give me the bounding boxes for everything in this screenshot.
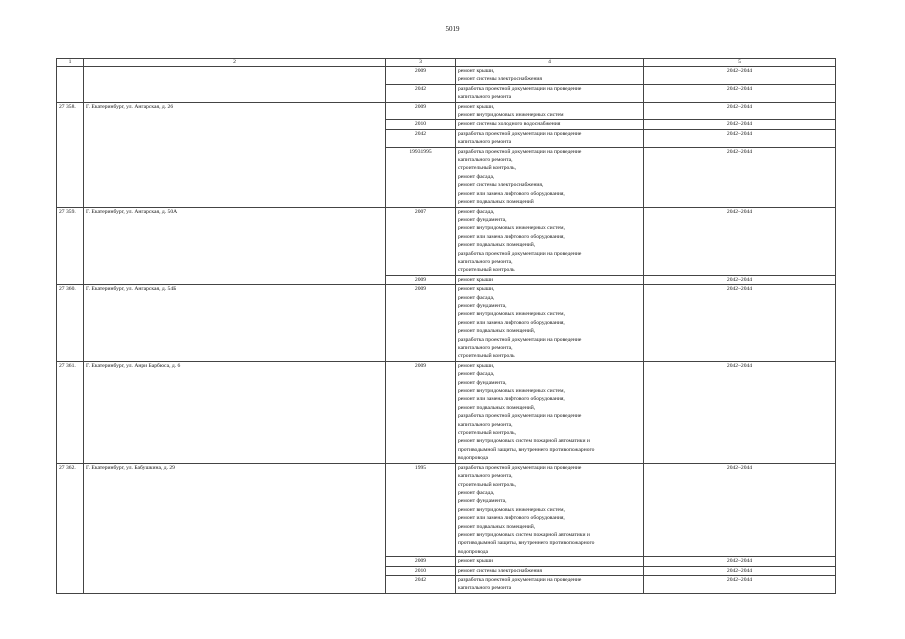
repair-work-line: капитального ремонта, — [458, 421, 513, 428]
repair-work-line: ремонт внутридомовых инженерных систем, — [458, 506, 565, 513]
repair-work-line: строительный контроль — [458, 267, 515, 274]
planned-period: 2042–2044 — [644, 557, 836, 566]
repair-work-line: ремонт подвальных помещений, — [458, 242, 536, 249]
repair-work-line: ремонт системы холодного водоснабжения — [458, 121, 561, 128]
object-number: 27 360. — [57, 285, 84, 362]
object-address: Г. Екатеринбург, ул. Ангарская, д. 54Б — [84, 285, 386, 362]
last-repair-year: 2007 — [386, 207, 456, 275]
repair-work-line: ремонт подвальных помещений, — [458, 404, 536, 411]
repair-work-line: ремонт внутридомовых инженерных систем, — [458, 311, 565, 318]
page-number: 5019 — [445, 25, 460, 33]
repair-work-line: ремонт крыши, — [458, 103, 495, 110]
repair-work-line: ремонт фасада, — [458, 173, 495, 180]
repair-work-line: ремонт крыши, — [458, 286, 495, 293]
object-number: 27 362. — [57, 463, 84, 593]
repair-work-line: разработка проектной документации на проведение — [458, 464, 582, 471]
planned-period: 2042–2044 — [644, 129, 836, 147]
repair-work-line: ремонт фасада, — [458, 371, 495, 378]
repair-works — [456, 557, 644, 566]
column-header: 2 — [84, 59, 386, 67]
repair-works — [456, 361, 644, 463]
last-repair-year: 2042 — [386, 84, 456, 102]
repair-work-line: ремонт внутридомовых инженерных систем, — [458, 388, 565, 395]
last-repair-year: 2042 — [386, 129, 456, 147]
repair-work-line: капитального ремонта, — [458, 157, 513, 164]
object-address: Г. Екатеринбург, ул. Анри Барбюса, д. 6 — [84, 361, 386, 463]
repair-works — [456, 147, 644, 207]
column-header: 4 — [456, 59, 644, 67]
repair-work-line: ремонт крыши, — [458, 68, 495, 74]
repair-work-line: строительный контроль, — [458, 430, 516, 437]
table-row — [57, 463, 836, 556]
repair-work-line: ремонт системы электроснабжения, — [458, 182, 544, 189]
repair-work-line: ремонт фасада, — [458, 489, 495, 496]
last-repair-year: 2010 — [386, 120, 456, 129]
repair-works — [456, 207, 644, 275]
repair-work-line: разработка проектной документации на проведение — [458, 130, 582, 137]
last-repair-year: 2042 — [386, 575, 456, 593]
object-address: Г. Екатеринбург, ул. Ангарская, д. 26 — [84, 102, 386, 207]
repair-work-line: разработка проектной документации на проведение — [458, 576, 582, 583]
object-number: 27 361. — [57, 361, 84, 463]
repair-work-line: ремонт или замена лифтового оборудования, — [458, 396, 565, 403]
repair-work-line: разработка проектной документации на проведение — [458, 85, 582, 92]
planned-period: 2042–2044 — [644, 361, 836, 463]
column-header: 1 — [57, 59, 84, 67]
repair-works — [456, 463, 644, 556]
repair-works — [456, 129, 644, 147]
repair-work-line: ремонт подвальных помещений, — [458, 523, 536, 530]
repair-works — [456, 275, 644, 284]
last-repair-year: 2009 — [386, 361, 456, 463]
repair-works — [456, 67, 644, 85]
column-header: 5 — [644, 59, 836, 67]
repair-work-line: ремонт внутридомовых инженерных систем, — [458, 225, 565, 232]
repair-work-line: капитального ремонта, — [458, 473, 513, 480]
table-row — [57, 207, 836, 275]
repair-work-line: капитального ремонта, — [458, 258, 513, 265]
repair-work-line: ремонт фасада, — [458, 294, 495, 301]
repair-work-line: водопровода — [458, 455, 489, 462]
repair-work-line: строительный контроль, — [458, 481, 516, 488]
repair-work-line: ремонт фундамента, — [458, 379, 507, 386]
planned-period: 2042–2044 — [644, 566, 836, 575]
repair-work-line: ремонт системы электроснабжения — [458, 76, 542, 83]
repair-work-line: капитального ремонта, — [458, 345, 513, 351]
repair-work-line: ремонт фундамента, — [458, 216, 507, 223]
last-repair-year: 1995 — [386, 463, 456, 556]
repair-works — [456, 566, 644, 575]
repair-work-line: капитального ремонта — [458, 585, 512, 592]
last-repair-year: 2009 — [386, 102, 456, 120]
planned-period: 2042–2044 — [644, 102, 836, 120]
repair-work-line: разработка проектной документации на проведение — [458, 413, 582, 420]
repair-work-line: ремонт фундамента, — [458, 498, 507, 505]
table-row — [57, 361, 836, 463]
object-number — [57, 67, 84, 103]
repair-work-line: ремонт внутридомовых инженерных систем — [458, 112, 564, 119]
repair-works — [456, 102, 644, 120]
repair-work-line: ремонт внутридомовых систем пожарной автоматики и — [458, 438, 590, 445]
last-repair-year: 2010 — [386, 566, 456, 575]
repair-work-line: ремонт или замена лифтового оборудования, — [458, 190, 565, 197]
repair-work-line: разработка проектной документации на проведение — [458, 148, 582, 155]
repair-work-line: противодымной защиты, внутреннего противопожарного — [458, 540, 595, 547]
repair-work-line: ремонт подвальных помещений — [458, 199, 534, 206]
object-address: Г. Екатеринбург, ул. Бабушкина, д. 29 — [84, 463, 386, 593]
planned-period: 2042–2044 — [644, 84, 836, 102]
last-repair-year: 2009 — [386, 557, 456, 566]
repair-work-line: ремонт фундамента, — [458, 302, 507, 309]
repair-work-line: ремонт или замена лифтового оборудования, — [458, 319, 565, 326]
repair-work-line: ремонт подвальных помещений, — [458, 328, 536, 335]
repair-work-line: ремонт фасада, — [458, 208, 495, 215]
repair-work-line: ремонт крыши, — [458, 362, 495, 369]
repair-work-line: ремонт или замена лифтового оборудования, — [458, 515, 565, 522]
planned-period: 2042–2044 — [644, 147, 836, 207]
repair-work-line: строительный контроль — [458, 353, 515, 360]
capital-repair-table — [56, 58, 836, 594]
repair-work-line: разработка проектной документации на проведение — [458, 250, 582, 257]
repair-work-line: ремонт крыши — [458, 276, 494, 283]
repair-work-line: ремонт системы электроснабжения — [458, 567, 542, 574]
repair-work-line: капитального ремонта — [458, 94, 512, 101]
object-number: 27 358. — [57, 102, 84, 207]
repair-work-line: противодымной защиты, внутреннего противопожарного — [458, 446, 595, 453]
repair-work-line: разработка проектной документации на проведение — [458, 336, 582, 343]
column-header: 3 — [386, 59, 456, 67]
repair-works — [456, 285, 644, 362]
repair-work-line: строительный контроль, — [458, 165, 516, 172]
planned-period: 2042–2044 — [644, 463, 836, 556]
table-row — [57, 102, 836, 120]
object-number: 27 359. — [57, 207, 84, 285]
repair-work-line: ремонт крыши — [458, 558, 494, 565]
planned-period: 2042–2044 — [644, 207, 836, 275]
repair-works — [456, 575, 644, 593]
planned-period: 2042–2044 — [644, 67, 836, 85]
repair-work-line: ремонт или замена лифтового оборудования, — [458, 233, 565, 240]
planned-period: 2042–2044 — [644, 285, 836, 362]
last-repair-year: 2009 — [386, 67, 456, 85]
planned-period: 2042–2044 — [644, 120, 836, 129]
column-header-row — [57, 59, 836, 67]
object-address: Г. Екатеринбург, ул. Ангарская, д. 50А — [84, 207, 386, 285]
table-body — [57, 59, 836, 594]
repair-work-line: капитального ремонта — [458, 139, 512, 146]
planned-period: 2042–2044 — [644, 275, 836, 284]
repair-works — [456, 120, 644, 129]
repair-works — [456, 84, 644, 102]
repair-work-line: ремонт внутридомовых систем пожарной автоматики и — [458, 531, 590, 538]
object-address — [84, 67, 386, 103]
planned-period: 2042–2044 — [644, 575, 836, 593]
last-repair-year: 2009 — [386, 285, 456, 362]
table-row — [57, 67, 836, 85]
last-repair-year: 19931995 — [386, 147, 456, 207]
table-row — [57, 285, 836, 362]
repair-work-line: водопровода — [458, 548, 489, 555]
last-repair-year: 2009 — [386, 275, 456, 284]
